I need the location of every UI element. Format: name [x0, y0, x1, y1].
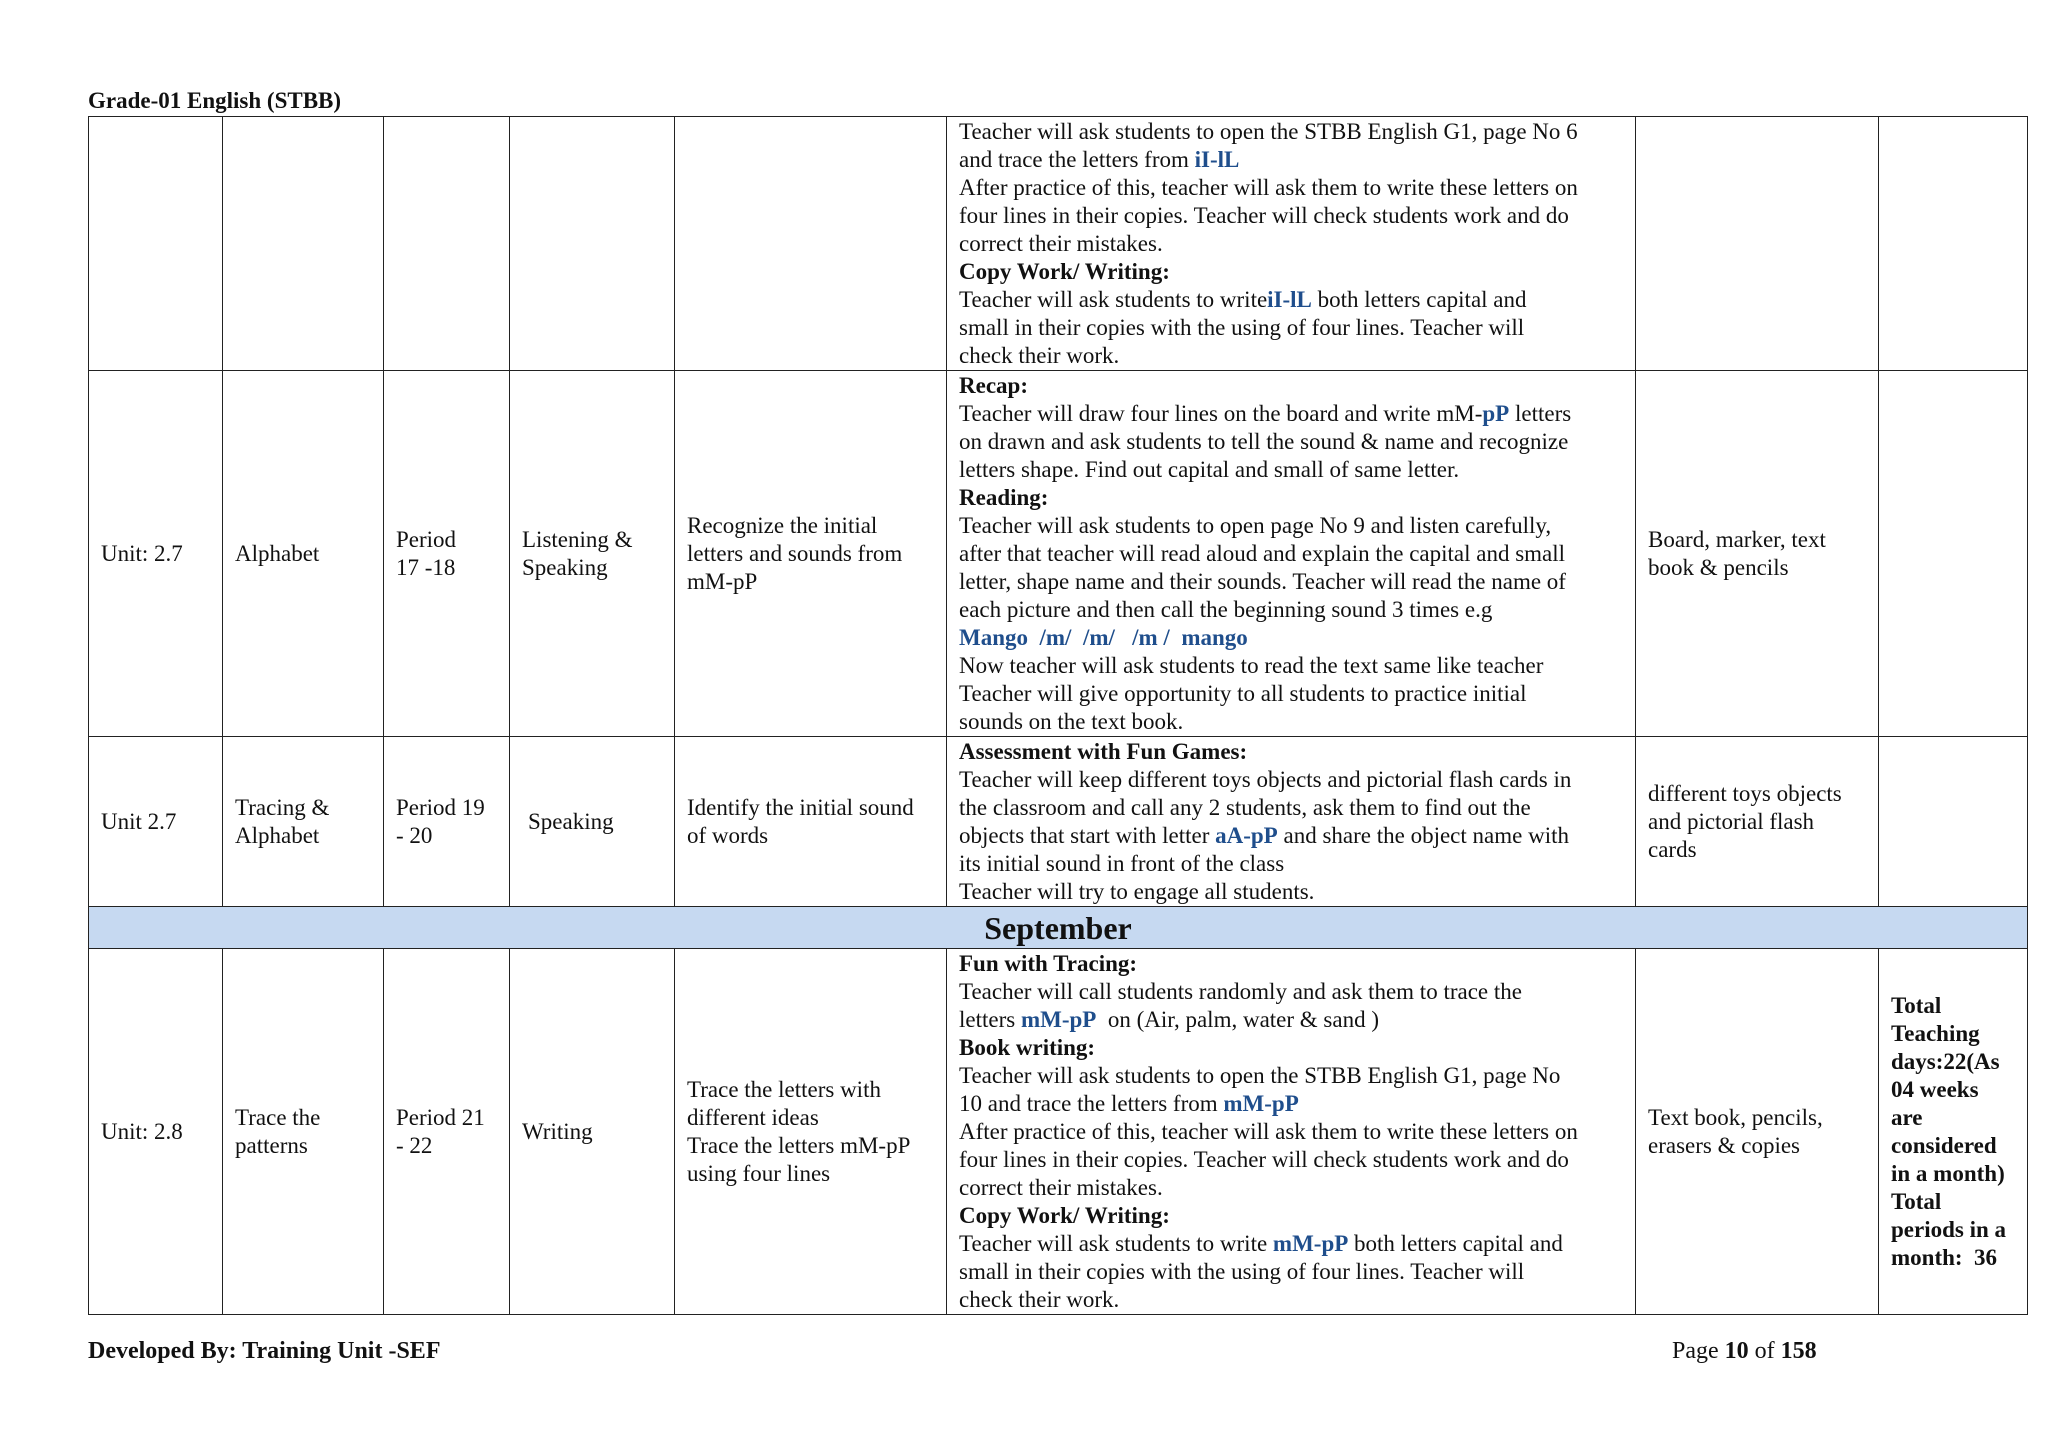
activity-cell — [947, 117, 1636, 371]
activity-line: after that teacher will read aloud and explain the capital and small — [959, 540, 1566, 566]
unit-cell: Unit: 2.8 — [89, 949, 223, 1315]
activity-line: Mango /m/ /m/ /m / mango — [959, 624, 1248, 650]
activity-heading: Reading: — [959, 484, 1049, 510]
activity-line: Teacher will ask students to write mM-pP both letters capital and — [959, 1230, 1563, 1256]
unit-cell: Unit 2.7 — [89, 737, 223, 907]
activity-line: letters mM-pP on (Air, palm, water & sand ) — [959, 1006, 1379, 1032]
document-title: Grade-01 English (STBB) — [88, 88, 342, 113]
activity-line: its initial sound in front of the class — [959, 850, 1285, 876]
activity-cell — [947, 371, 1636, 737]
footer-developer: Developed By: Training Unit -SEF — [88, 1338, 441, 1364]
unit-cell — [89, 117, 223, 371]
notes-cell — [1879, 117, 2028, 371]
activity-line: check their work. — [959, 1286, 1120, 1312]
activity-line: and trace the letters from iI-lL — [959, 146, 1240, 172]
skill-cell: Writing — [510, 949, 675, 1315]
activity-line: Teacher will ask students to open page No 9 and listen carefully, — [959, 512, 1552, 538]
activity-line: four lines in their copies. Teacher will check students work and do — [959, 202, 1569, 228]
activity-line: Teacher will ask students to open the STBB English G1, page No 6 — [959, 118, 1578, 144]
table-row — [89, 117, 2028, 371]
topic-cell: Alphabet — [223, 371, 384, 737]
table-row — [89, 371, 2028, 737]
slo-cell: Trace the letters with different ideas Trace the letters mM-pP using four lines — [675, 949, 947, 1315]
table-row — [89, 737, 2028, 907]
resources-cell: different toys objects and pictorial flash cards — [1636, 737, 1879, 907]
activity-cell — [947, 949, 1636, 1315]
activity-line: Teacher will give opportunity to all students to practice initial — [959, 680, 1527, 706]
activity-heading: Copy Work/ Writing: — [959, 1202, 1170, 1228]
activity-line: each picture and then call the beginning sound 3 times e.g — [959, 596, 1493, 622]
period-cell: Period 21 - 22 — [384, 949, 510, 1315]
activity-line: letters shape. Find out capital and small of same letter. — [959, 456, 1460, 482]
activity-line: on drawn and ask students to tell the sound & name and recognize — [959, 428, 1569, 454]
activity-line: small in their copies with the using of four lines. Teacher will — [959, 314, 1525, 340]
activity-cell — [947, 737, 1636, 907]
page-number: Page 10 of 158 — [1672, 1338, 1817, 1364]
month-heading: September — [89, 907, 2028, 949]
skill-cell — [510, 117, 675, 371]
topic-cell: Tracing & Alphabet — [223, 737, 384, 907]
activity-line: Teacher will keep different toys objects and pictorial flash cards in — [959, 766, 1572, 792]
lesson-plan-table — [88, 116, 2028, 1315]
activity-heading: Recap: — [959, 372, 1028, 398]
activity-line: the classroom and call any 2 students, ask them to find out the — [959, 794, 1531, 820]
activity-line: check their work. — [959, 342, 1120, 368]
unit-cell: Unit: 2.7 — [89, 371, 223, 737]
activity-line: Teacher will call students randomly and ask them to trace the — [959, 978, 1522, 1004]
resources-cell: Text book, pencils, erasers & copies — [1636, 949, 1879, 1315]
month-band-row — [89, 907, 2028, 949]
slo-cell: Identify the initial sound of words — [675, 737, 947, 907]
activity-heading: Assessment with Fun Games: — [959, 738, 1248, 764]
activity-line: 10 and trace the letters from mM-pP — [959, 1090, 1299, 1116]
activity-line: Teacher will try to engage all students. — [959, 878, 1315, 904]
activity-heading: Book writing: — [959, 1034, 1096, 1060]
activity-line: After practice of this, teacher will ask them to write these letters on — [959, 1118, 1578, 1144]
notes-cell — [1879, 737, 2028, 907]
activity-line: sounds on the text book. — [959, 708, 1184, 734]
activity-line: Teacher will ask students to writeiI-lL both letters capital and — [959, 286, 1527, 312]
table-row — [89, 949, 2028, 1315]
activity-line: Now teacher will ask students to read the text same like teacher — [959, 652, 1544, 678]
activity-line: correct their mistakes. — [959, 1174, 1163, 1200]
activity-line: four lines in their copies. Teacher will check students work and do — [959, 1146, 1569, 1172]
period-cell: Period 19 - 20 — [384, 737, 510, 907]
skill-cell: Speaking — [510, 737, 675, 907]
topic-cell — [223, 117, 384, 371]
activity-heading: Fun with Tracing: — [959, 950, 1138, 976]
activity-line: small in their copies with the using of four lines. Teacher will — [959, 1258, 1525, 1284]
skill-cell: Listening & Speaking — [510, 371, 675, 737]
activity-line: After practice of this, teacher will ask them to write these letters on — [959, 174, 1578, 200]
activity-line: correct their mistakes. — [959, 230, 1163, 256]
topic-cell: Trace the patterns — [223, 949, 384, 1315]
activity-line: Teacher will ask students to open the STBB English G1, page No — [959, 1062, 1561, 1088]
activity-line: objects that start with letter aA-pP and share the object name with — [959, 822, 1569, 848]
activity-line: letter, shape name and their sounds. Teacher will read the name of — [959, 568, 1566, 594]
notes-cell: Total Teaching days:22(As 04 weeks are considered in a month) Total periods in a month: 36 — [1879, 949, 2028, 1315]
slo-cell: Recognize the initial letters and sounds from mM-pP — [675, 371, 947, 737]
activity-heading: Copy Work/ Writing: — [959, 258, 1170, 284]
notes-cell — [1879, 371, 2028, 737]
resources-cell: Board, marker, text book & pencils — [1636, 371, 1879, 737]
activity-line: Teacher will draw four lines on the board and write mM-pP letters — [959, 400, 1572, 426]
period-cell: Period 17 -18 — [384, 371, 510, 737]
slo-cell — [675, 117, 947, 371]
resources-cell — [1636, 117, 1879, 371]
period-cell — [384, 117, 510, 371]
